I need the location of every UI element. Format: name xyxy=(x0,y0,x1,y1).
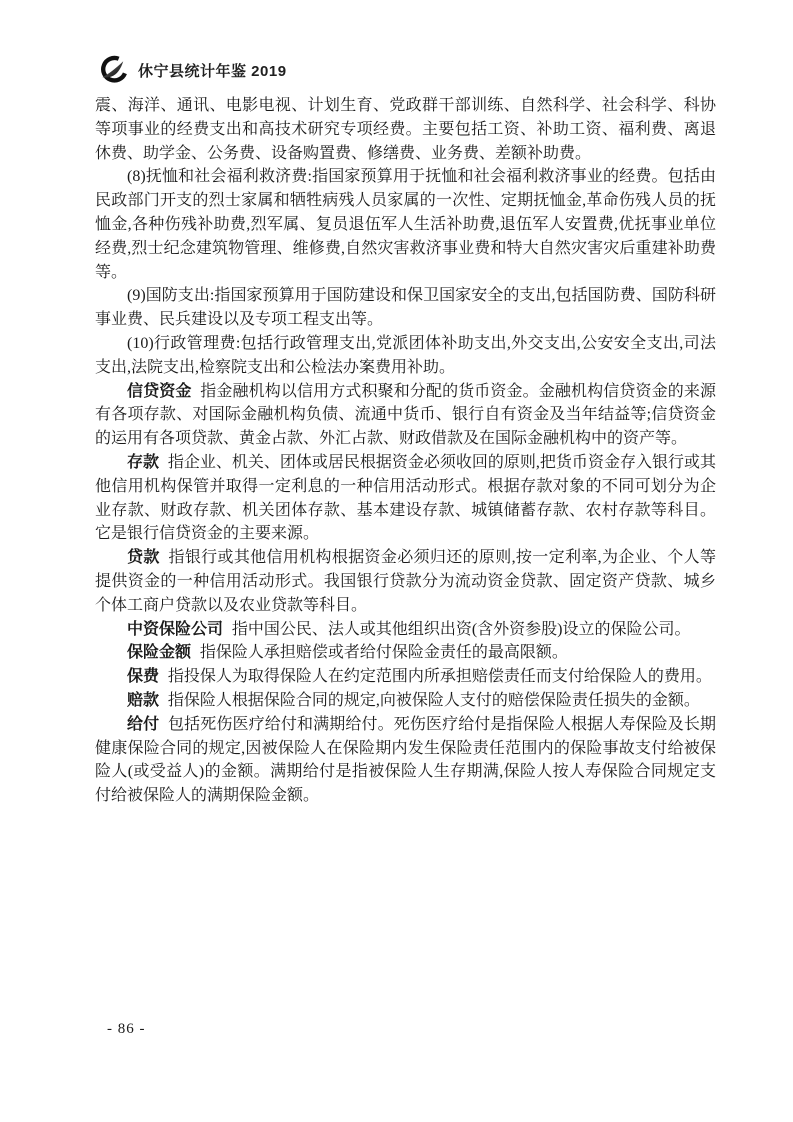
term-label: 信贷资金 xyxy=(127,382,192,400)
paragraph-text: 震、海洋、通讯、电影电视、计划生育、党政群干部训练、自然科学、社会科学、科协等项事业的经费支出和高技术研究专项经费。主要包括工资、补助工资、福利费、离退休费、助学金、公务费、设备购置费、修缮费、业务费、差额补助费。 xyxy=(95,97,716,162)
yearbook-swirl-logo-icon xyxy=(95,55,129,85)
paragraph-loans xyxy=(95,546,716,617)
paragraph-text: 指投保人为取得保险人在约定范围内所承担赔偿责任而支付给保险人的费用。 xyxy=(167,668,712,686)
paragraph-payments xyxy=(95,713,716,808)
page-header xyxy=(95,55,287,85)
paragraph-premium xyxy=(95,665,716,689)
paragraph-text: 指保险人根据保险合同的规定,向被保险人支付的赔偿保险责任损失的金额。 xyxy=(167,691,700,709)
paragraph-item-9 xyxy=(95,284,716,332)
paragraph-text: 指金融机构以信用方式积聚和分配的货币资金。金融机构信贷资金的来源有各项存款、对国际金融机构负债、流通中货币、银行自有资金及当年结益等;信贷资金的运用有各项贷款、黄金占款、外汇占款、财政借款及在国际金融机构中的资产等。 xyxy=(95,382,716,448)
paragraph-text: 指中国公民、法人或其他组织出资(含外资参股)设立的保险公司。 xyxy=(231,620,691,638)
term-label: 赔款 xyxy=(127,691,160,709)
definitions-text-block xyxy=(95,94,716,808)
paragraph-insured-amount xyxy=(95,641,716,665)
paragraph-continuation xyxy=(95,94,716,165)
paragraph-deposits xyxy=(95,451,716,546)
paragraph-text: 指银行或其他信用机构根据资金必须归还的原则,按一定利率,为企业、个人等提供资金的一种信用活动形式。我国银行贷款分为流动资金贷款、固定资产贷款、城乡个体工商户贷款以及农业贷款等科目。 xyxy=(95,549,716,614)
term-label: 给付 xyxy=(127,715,160,733)
term-label: 保险金额 xyxy=(127,644,192,662)
term-label: 贷款 xyxy=(127,549,160,567)
paragraph-text: (10)行政管理费:包括行政管理支出,党派团体补助支出,外交支出,公安安全支出,司法支出,法院支出,检察院支出和公检法办案费用补助。 xyxy=(95,334,716,376)
term-label: 中资保险公司 xyxy=(127,620,224,638)
paragraph-text: 指企业、机关、团体或居民根据资金必须收回的原则,把货币资金存入银行或其他信用机构保管并取得一定利息的一种信用活动形式。根据存款对象的不同可划分为企业存款、财政存款、机关团体存款、基本建设存款、城镇储蓄存款、农村存款等科目。它是银行信贷资金的主要来源。 xyxy=(95,453,716,543)
paragraph-text: 指保险人承担赔偿或者给付保险金责任的最高限额。 xyxy=(199,644,568,662)
paragraph-item-10 xyxy=(95,332,716,380)
term-label: 保费 xyxy=(127,668,160,686)
paragraph-claims-paid xyxy=(95,689,716,713)
term-label: 存款 xyxy=(127,453,160,471)
paragraph-text: (8)抚恤和社会福利救济费:指国家预算用于抚恤和社会福利救济事业的经费。包括由民政部门开支的烈士家属和牺牲病残人员家属的一次性、定期抚恤金,革命伤残人员的抚恤金,各种伤残补助费,烈军属、复员退伍军人生活补助费,退伍军人安置费,优抚事业单位经费,烈士纪念建筑物管理、维修费,自然灾害救济事业费和特大自然灾害灾后重建补助费等。 xyxy=(95,168,716,281)
paragraph-item-8 xyxy=(95,165,716,284)
paragraph-credit-funds xyxy=(95,380,716,451)
paragraph-text: (9)国防支出:指国家预算用于国防建设和保卫国家安全的支出,包括国防费、国防科研事业费、民兵建设以及专项工程支出等。 xyxy=(95,287,716,329)
paragraph-text: 包括死伤医疗给付和满期给付。死伤医疗给付是指保险人根据人寿保险及长期健康保险合同的规定,因被保险人在保险期内发生保险责任范围内的保险事故支付给被保险人(或受益人)的金额。满期给付是指被保险人生存期满,保险人按人寿保险合同规定支付给被保险人的满期保险金额。 xyxy=(95,715,716,805)
page-number: - 86 - xyxy=(107,1021,146,1037)
yearbook-title: 休宁县统计年鉴 2019 xyxy=(138,62,287,80)
paragraph-chinese-insurance-company xyxy=(95,618,716,642)
